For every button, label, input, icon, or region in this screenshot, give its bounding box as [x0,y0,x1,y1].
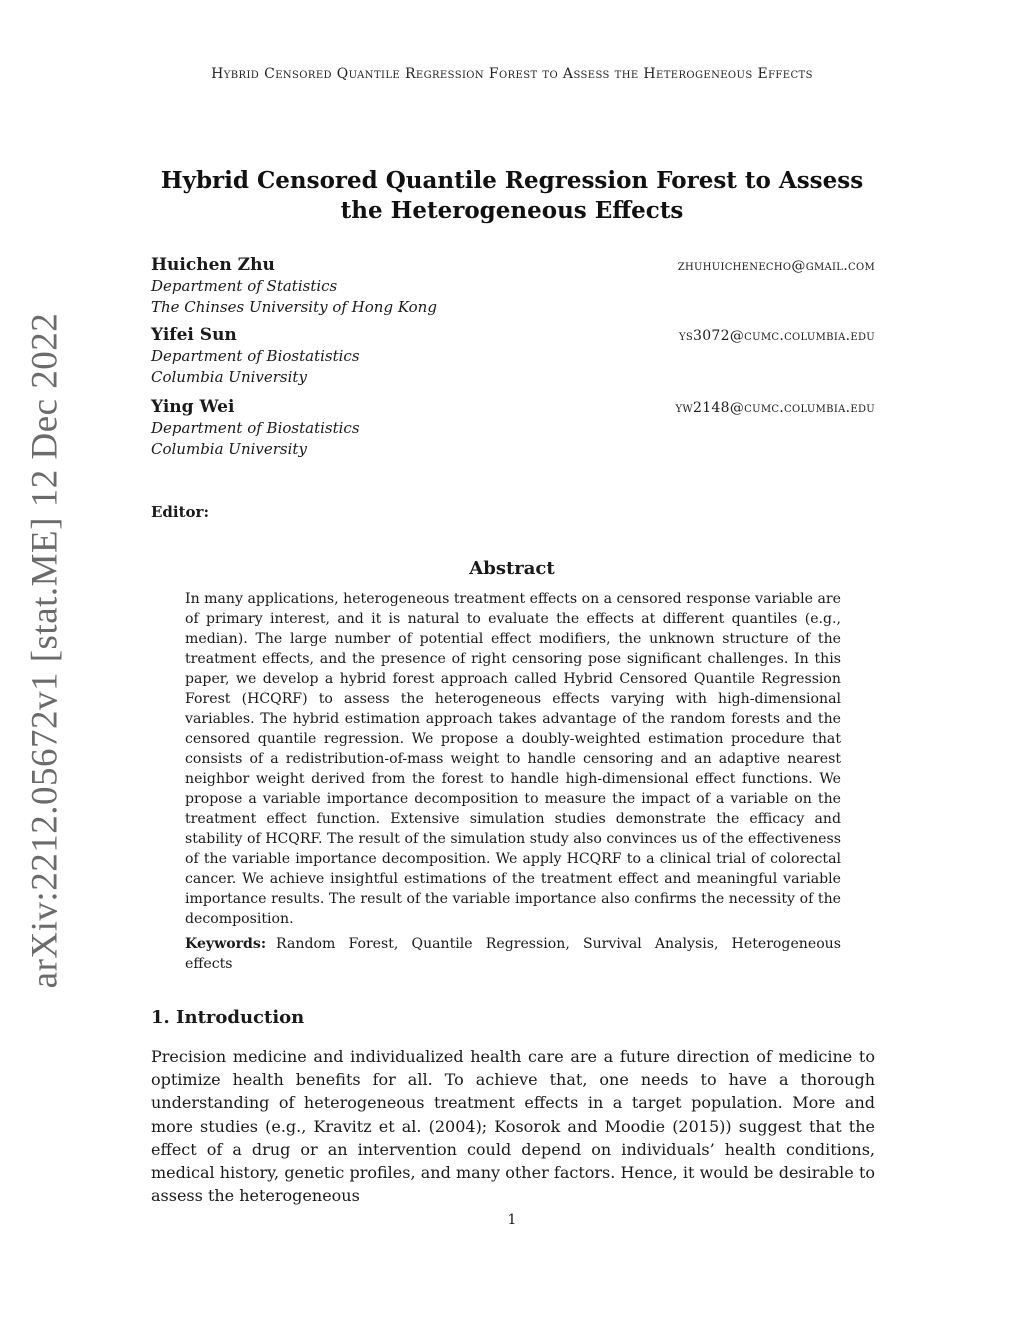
author-department: Department of Biostatistics [151,347,360,365]
author-department: Department of Statistics [151,277,338,295]
abstract-text: In many applications, heterogeneous treatment effects on a censored response variable are of primary interest, and it is natural to evaluate the effects at different quantiles (e.g., median). The large number of potential effect modifiers, the unknown structure of the treatment effects, and the presence of right censoring pose significant challenges. In this paper, we develop a hybrid forest approach called Hybrid Censored Quantile Regression Forest (HCQRF) to assess the heterogeneous effects varying with high-dimensional variables. The hybrid estimation approach takes advantage of the random forests and the censored quantile regression. We propose a doubly-weighted estimation procedure that consists of a redistribution-of-mass weight to handle censoring and an adaptive nearest neighbor weight derived from the forest to handle high-dimensional effect functions. We propose a variable importance decomposition to measure the impact of a variable on the treatment effect function. Extensive simulation studies demonstrate the efficacy and stability of HCQRF. The result of the simulation study also convinces us of the effectiveness of the variable importance decomposition. We apply HCQRF to a clinical trial of colorectal cancer. We achieve insightful estimations of the treatment effect and meaningful variable importance results. The result of the variable importance also confirms the necessity of the decomposition. [185,591,841,927]
author-email: yw2148@cumc.columbia.edu [675,400,875,416]
author-institution: Columbia University [151,440,307,458]
author-name: Yifei Sun [151,325,237,345]
page-number: 1 [507,1212,517,1228]
author-name: Huichen Zhu [151,255,275,275]
author-institution: The Chinses University of Hong Kong [151,298,437,316]
paper-title: Hybrid Censored Quantile Regression Forest to Assess the Heterogeneous Effects [160,167,864,224]
introduction-paragraph: Precision medicine and individualized health care are a future direction of medicine to optimize health benefits for all. To achieve that, one needs to have a thorough understanding of heterogeneous treatment effects in a target population. More and more studies (e.g., Kravitz et al. (2004); Kosorok and Moodie (2015)) suggest that the effect of a drug or an intervention could depend on individuals’ health conditions, medical history, genetic profiles, and many other factors. Hence, it would be desirable to assess the heterogeneous [151,1047,875,1206]
author-institution: Columbia University [151,368,307,386]
author-email: ys3072@cumc.columbia.edu [678,328,875,344]
author-block-3 [151,396,875,460]
author-email: zhuhuichenecho@gmail.com [677,258,875,274]
keywords-line [185,934,841,974]
abstract-heading: Abstract [469,558,555,579]
author-department: Department of Biostatistics [151,419,360,437]
author-block-2 [151,324,875,388]
section-heading-introduction: 1. Introduction [151,1007,305,1028]
author-name: Ying Wei [151,397,235,417]
keywords-label: Keywords: [185,936,267,952]
author-block-1 [151,254,875,318]
arxiv-identifier-stamp [20,312,70,988]
editor-label: Editor: [151,503,209,521]
arxiv-identifier-text: arXiv:2212.05672v1 [stat.ME] 12 Dec 2022 [24,312,66,988]
running-head: Hybrid Censored Quantile Regression Forest to Assess the Heterogeneous Effects [211,66,813,82]
keywords-text: Random Forest, Quantile Regression, Survival Analysis, Heterogeneous effects [185,936,841,972]
